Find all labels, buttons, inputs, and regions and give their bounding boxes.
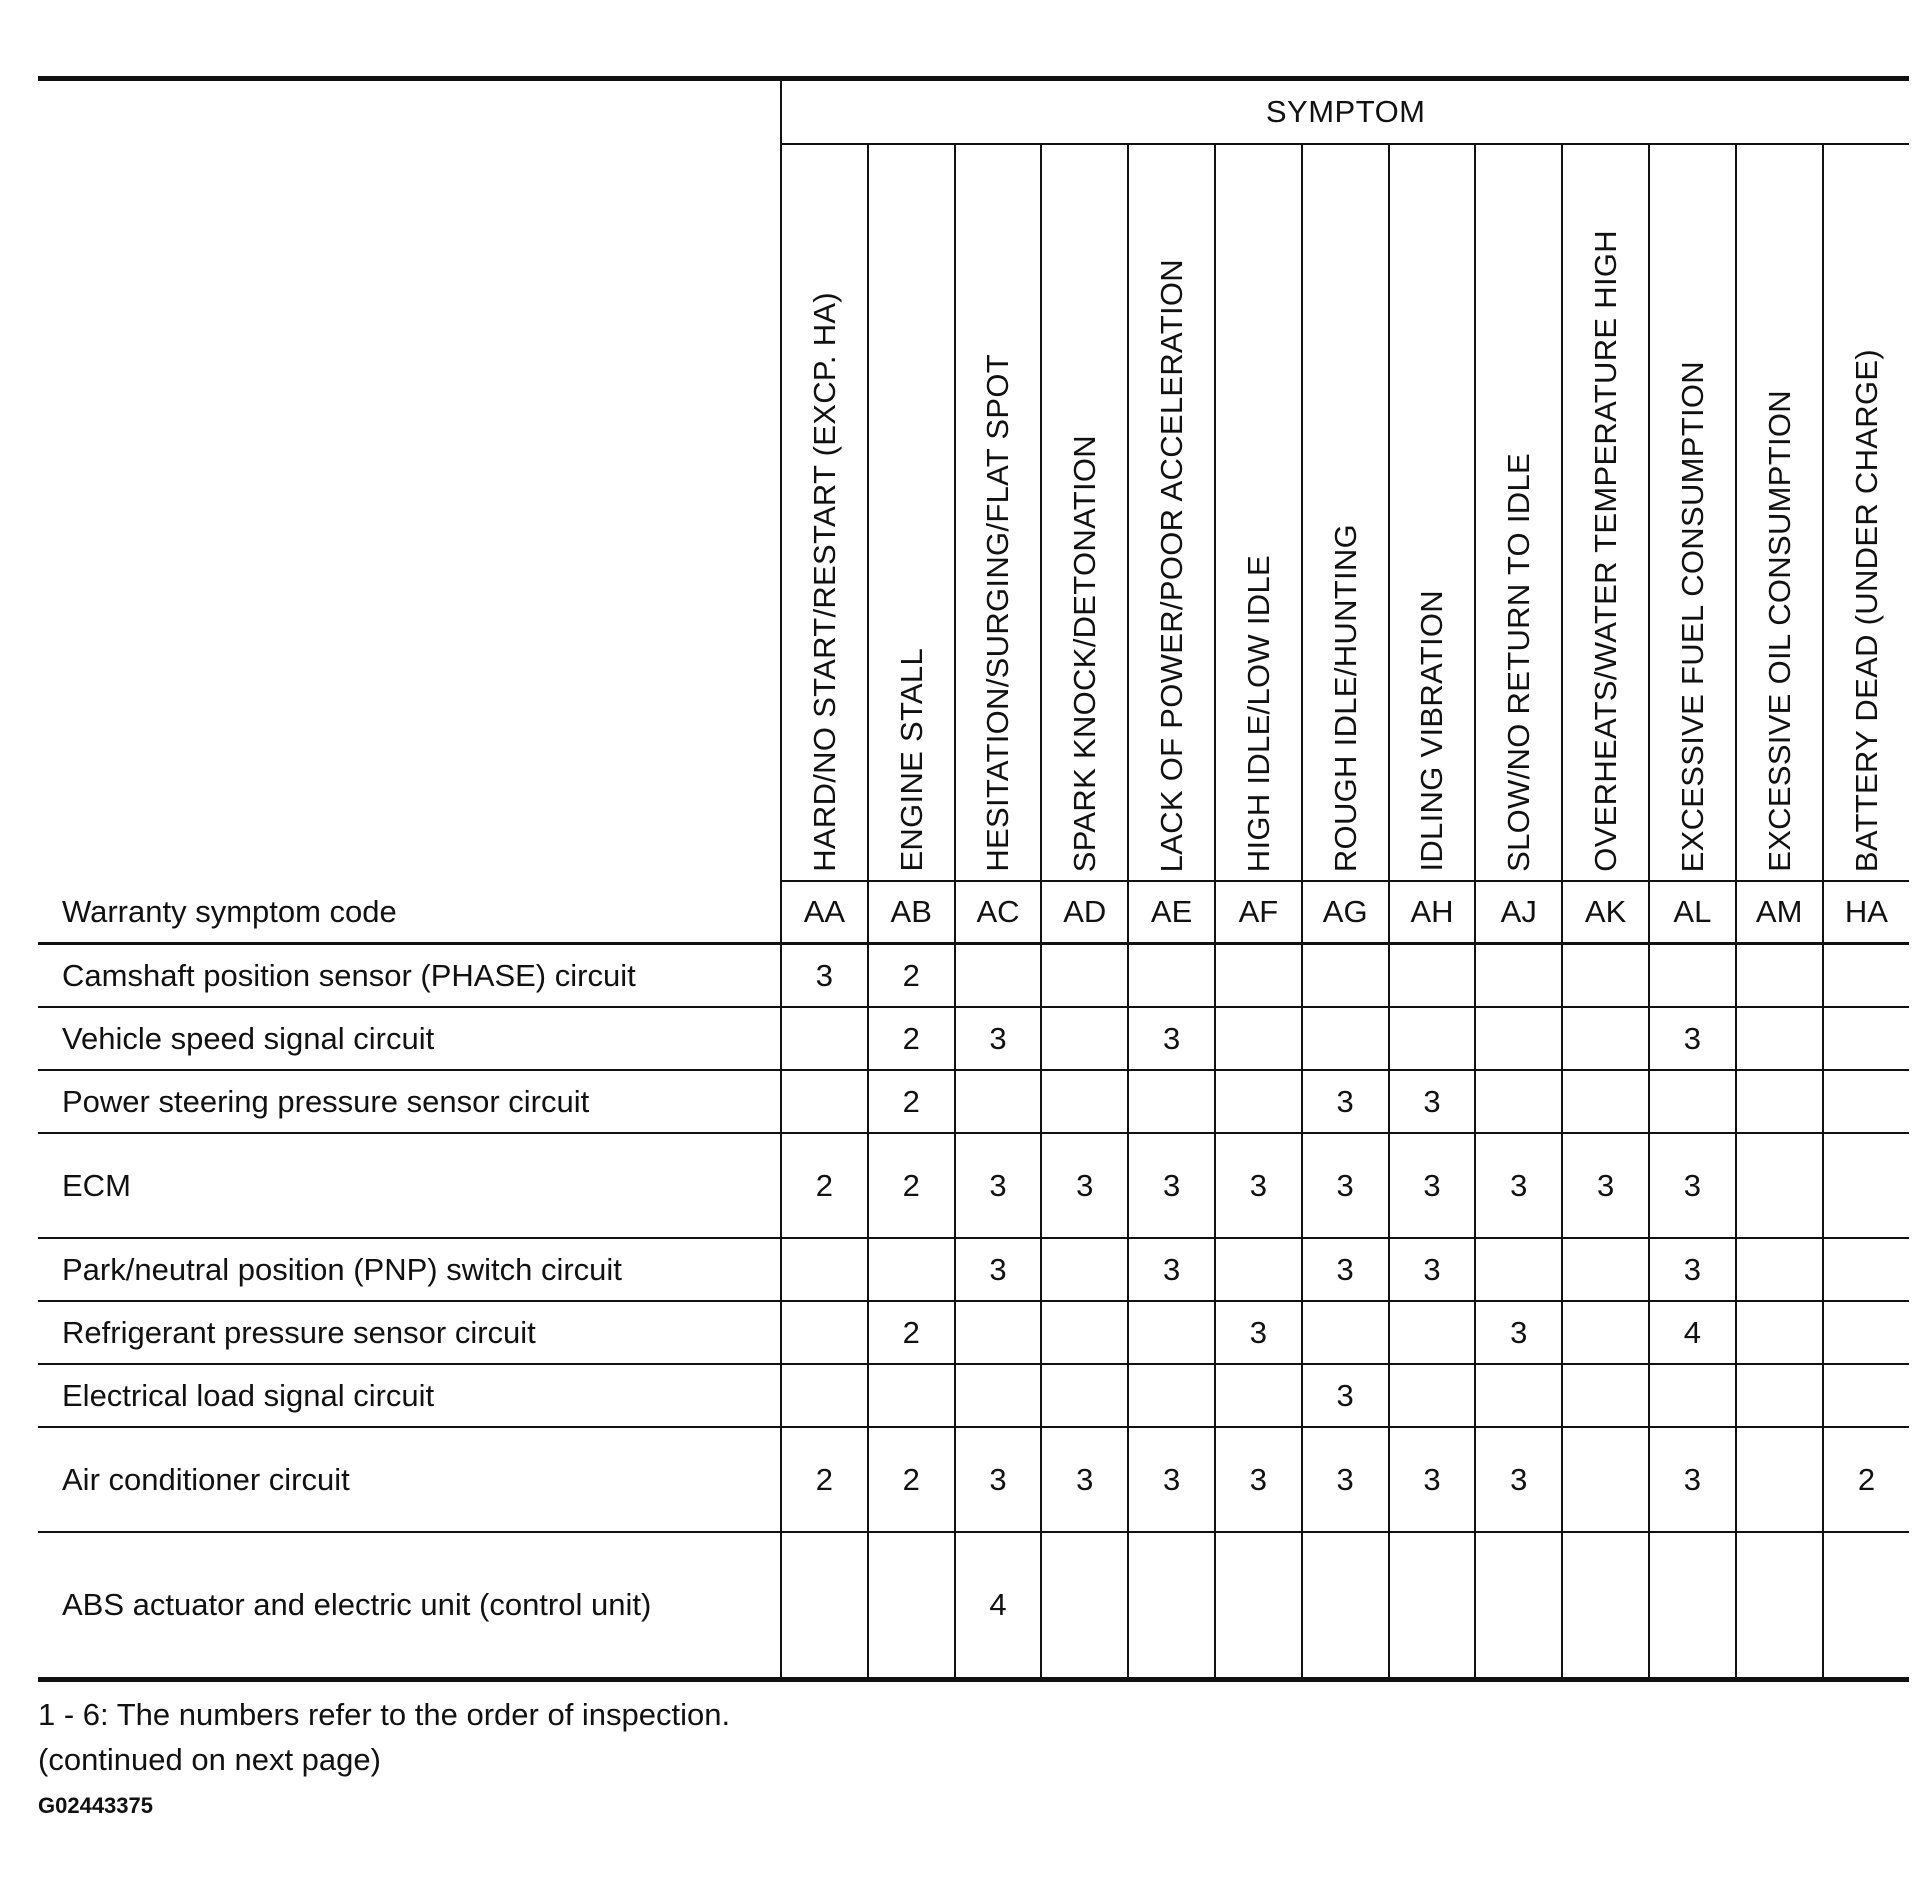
inspection-order-cell: 3 <box>1128 1427 1215 1532</box>
group-header-row <box>38 79 1909 145</box>
inspection-order-cell <box>781 1007 868 1070</box>
row-label: ABS actuator and electric unit (control unit) <box>38 1532 781 1680</box>
footnote-continued: (continued on next page) <box>38 1742 381 1777</box>
symptom-column-header <box>1736 144 1823 881</box>
inspection-order-cell <box>1562 1364 1649 1427</box>
inspection-order-cell <box>1736 1301 1823 1364</box>
symptom-table <box>38 76 1909 1682</box>
inspection-order-cell <box>1649 944 1736 1008</box>
warranty-code-cell: AL <box>1649 881 1736 944</box>
inspection-order-cell: 2 <box>868 944 955 1008</box>
row-label: ECM <box>38 1133 781 1238</box>
inspection-order-cell <box>1215 1238 1302 1301</box>
inspection-order-cell <box>1823 1532 1910 1680</box>
inspection-order-cell <box>1041 944 1128 1008</box>
inspection-order-cell <box>781 1532 868 1680</box>
inspection-order-cell: 2 <box>781 1133 868 1238</box>
inspection-order-cell <box>781 1364 868 1427</box>
inspection-order-cell <box>1302 944 1389 1008</box>
inspection-order-cell: 3 <box>1302 1070 1389 1133</box>
table-row <box>38 1007 1909 1070</box>
inspection-order-cell <box>1389 1301 1476 1364</box>
inspection-order-cell: 4 <box>1649 1301 1736 1364</box>
inspection-order-cell <box>1475 1238 1562 1301</box>
inspection-order-cell <box>955 1301 1042 1364</box>
symptom-column-header <box>1475 144 1562 881</box>
symptom-column-header <box>781 144 868 881</box>
symptom-column-label: SPARK KNOCK/DETONATION <box>1067 434 1103 872</box>
inspection-order-cell <box>1562 1070 1649 1133</box>
table-row <box>38 1133 1909 1238</box>
inspection-order-cell <box>1736 1007 1823 1070</box>
table-body <box>38 881 1909 1680</box>
inspection-order-cell: 3 <box>1302 1427 1389 1532</box>
symptom-column-header <box>1562 144 1649 881</box>
table-row <box>38 944 1909 1008</box>
inspection-order-cell: 2 <box>868 1427 955 1532</box>
symptom-column-label: HIGH IDLE/LOW IDLE <box>1240 554 1276 872</box>
inspection-order-cell <box>1302 1532 1389 1680</box>
symptom-column-label: OVERHEATS/WATER TEMPERATURE HIGH <box>1588 230 1624 872</box>
inspection-order-cell <box>1128 1364 1215 1427</box>
inspection-order-cell: 3 <box>1389 1133 1476 1238</box>
symptom-column-header <box>1128 144 1215 881</box>
inspection-order-cell: 3 <box>1389 1427 1476 1532</box>
inspection-order-cell: 3 <box>955 1133 1042 1238</box>
corner-cell <box>38 79 781 882</box>
symptom-column-label: IDLING VIBRATION <box>1414 590 1450 872</box>
inspection-order-cell: 2 <box>1823 1427 1910 1532</box>
inspection-order-cell <box>1562 944 1649 1008</box>
inspection-order-cell <box>1736 1427 1823 1532</box>
inspection-order-cell <box>1128 1070 1215 1133</box>
inspection-order-cell <box>1823 1007 1910 1070</box>
symptom-column-label: BATTERY DEAD (UNDER CHARGE) <box>1848 348 1884 872</box>
inspection-order-cell <box>781 1238 868 1301</box>
row-label: Refrigerant pressure sensor circuit <box>38 1301 781 1364</box>
inspection-order-cell <box>1736 1364 1823 1427</box>
inspection-order-cell: 3 <box>1649 1133 1736 1238</box>
inspection-order-cell <box>781 1301 868 1364</box>
inspection-order-cell <box>1823 1301 1910 1364</box>
symptom-column-header <box>1823 144 1910 881</box>
inspection-order-cell <box>1128 1301 1215 1364</box>
symptom-column-label: HARD/NO START/RESTART (EXCP. HA) <box>806 292 842 872</box>
inspection-order-cell <box>1041 1070 1128 1133</box>
inspection-order-cell: 4 <box>955 1532 1042 1680</box>
inspection-order-cell <box>1649 1364 1736 1427</box>
inspection-order-cell <box>1475 1007 1562 1070</box>
symptom-column-header <box>1302 144 1389 881</box>
inspection-order-cell <box>1041 1532 1128 1680</box>
inspection-order-cell: 3 <box>955 1238 1042 1301</box>
inspection-order-cell <box>1475 944 1562 1008</box>
inspection-order-cell: 2 <box>781 1427 868 1532</box>
table-row <box>38 1238 1909 1301</box>
symptom-column-header <box>1649 144 1736 881</box>
inspection-order-cell <box>1736 1070 1823 1133</box>
inspection-order-cell: 2 <box>868 1301 955 1364</box>
inspection-order-cell <box>1475 1532 1562 1680</box>
symptom-column-header <box>1389 144 1476 881</box>
inspection-order-cell <box>1215 1070 1302 1133</box>
inspection-order-cell: 3 <box>1475 1133 1562 1238</box>
row-label: Vehicle speed signal circuit <box>38 1007 781 1070</box>
inspection-order-cell <box>1041 1364 1128 1427</box>
symptom-column-label: EXCESSIVE FUEL CONSUMPTION <box>1674 360 1710 872</box>
inspection-order-cell <box>1823 1238 1910 1301</box>
warranty-code-row <box>38 881 1909 944</box>
symptom-column-label: ENGINE STALL <box>893 648 929 872</box>
inspection-order-cell: 3 <box>1562 1133 1649 1238</box>
inspection-order-cell <box>1389 1532 1476 1680</box>
table-row <box>38 1532 1909 1680</box>
inspection-order-cell: 3 <box>1215 1301 1302 1364</box>
warranty-code-cell: HA <box>1823 881 1910 944</box>
inspection-order-cell: 3 <box>1389 1070 1476 1133</box>
inspection-order-cell <box>1128 944 1215 1008</box>
inspection-order-cell <box>955 1364 1042 1427</box>
inspection-order-cell <box>1562 1238 1649 1301</box>
row-label: Air conditioner circuit <box>38 1427 781 1532</box>
warranty-code-cell: AD <box>1041 881 1128 944</box>
inspection-order-cell <box>1823 1070 1910 1133</box>
row-label: Park/neutral position (PNP) switch circuit <box>38 1238 781 1301</box>
warranty-code-cell: AM <box>1736 881 1823 944</box>
symptom-column-label: EXCESSIVE OIL CONSUMPTION <box>1761 390 1797 872</box>
inspection-order-cell <box>1215 1364 1302 1427</box>
inspection-order-cell <box>1736 1238 1823 1301</box>
inspection-order-cell <box>1389 1364 1476 1427</box>
inspection-order-cell <box>1736 1532 1823 1680</box>
inspection-order-cell <box>1562 1301 1649 1364</box>
warranty-code-cell: AH <box>1389 881 1476 944</box>
warranty-code-cell: AA <box>781 881 868 944</box>
inspection-order-cell <box>1302 1007 1389 1070</box>
warranty-code-cell: AF <box>1215 881 1302 944</box>
inspection-order-cell <box>1736 944 1823 1008</box>
inspection-order-cell <box>1302 1301 1389 1364</box>
inspection-order-cell <box>1736 1133 1823 1238</box>
row-label: Camshaft position sensor (PHASE) circuit <box>38 944 781 1008</box>
inspection-order-cell <box>1562 1532 1649 1680</box>
table-row <box>38 1070 1909 1133</box>
inspection-order-cell: 3 <box>1649 1427 1736 1532</box>
inspection-order-cell: 3 <box>955 1427 1042 1532</box>
inspection-order-cell: 3 <box>1649 1238 1736 1301</box>
inspection-order-cell: 3 <box>1389 1238 1476 1301</box>
figure-id: G02443375 <box>38 1793 153 1818</box>
footnote-order: 1 - 6: The numbers refer to the order of inspection. <box>38 1697 731 1732</box>
inspection-order-cell <box>1041 1301 1128 1364</box>
inspection-order-cell: 3 <box>1475 1301 1562 1364</box>
inspection-order-cell: 2 <box>868 1007 955 1070</box>
inspection-order-cell <box>1215 1007 1302 1070</box>
table-row <box>38 1301 1909 1364</box>
inspection-order-cell <box>1041 1007 1128 1070</box>
warranty-code-cell: AB <box>868 881 955 944</box>
inspection-order-cell <box>1562 1007 1649 1070</box>
inspection-order-cell: 3 <box>955 1007 1042 1070</box>
row-label: Power steering pressure sensor circuit <box>38 1070 781 1133</box>
inspection-order-cell <box>1823 1364 1910 1427</box>
symptom-column-header <box>955 144 1042 881</box>
inspection-order-cell: 3 <box>1302 1238 1389 1301</box>
warranty-code-cell: AE <box>1128 881 1215 944</box>
inspection-order-cell: 3 <box>1475 1427 1562 1532</box>
symptom-column-label: ROUGH IDLE/HUNTING <box>1327 523 1363 872</box>
symptom-column-header <box>1215 144 1302 881</box>
warranty-code-cell: AG <box>1302 881 1389 944</box>
inspection-order-cell <box>868 1238 955 1301</box>
symptom-column-header <box>868 144 955 881</box>
inspection-order-cell <box>1475 1070 1562 1133</box>
warranty-code-cell: AJ <box>1475 881 1562 944</box>
inspection-order-cell: 2 <box>868 1070 955 1133</box>
inspection-order-cell: 3 <box>1041 1427 1128 1532</box>
symptom-column-label: SLOW/NO RETURN TO IDLE <box>1501 453 1537 872</box>
inspection-order-cell: 3 <box>781 944 868 1008</box>
inspection-order-cell <box>1649 1532 1736 1680</box>
inspection-order-cell: 2 <box>868 1133 955 1238</box>
inspection-order-cell <box>1475 1364 1562 1427</box>
inspection-order-cell <box>955 944 1042 1008</box>
symptom-column-label: LACK OF POWER/POOR ACCELERATION <box>1154 258 1190 872</box>
inspection-order-cell <box>1562 1427 1649 1532</box>
inspection-order-cell <box>1389 944 1476 1008</box>
table-row <box>38 1364 1909 1427</box>
inspection-order-cell <box>868 1532 955 1680</box>
inspection-order-cell <box>868 1364 955 1427</box>
inspection-order-cell <box>1041 1238 1128 1301</box>
inspection-order-cell: 3 <box>1128 1133 1215 1238</box>
inspection-order-cell: 3 <box>1215 1427 1302 1532</box>
inspection-order-cell <box>955 1070 1042 1133</box>
symptom-column-header <box>1041 144 1128 881</box>
inspection-order-cell <box>1649 1070 1736 1133</box>
inspection-order-cell <box>1823 1133 1910 1238</box>
inspection-order-cell <box>1215 944 1302 1008</box>
inspection-order-cell <box>1389 1007 1476 1070</box>
symptom-group-header: SYMPTOM <box>781 79 1909 145</box>
table-row <box>38 1427 1909 1532</box>
inspection-order-cell <box>1215 1532 1302 1680</box>
warranty-code-label: Warranty symptom code <box>38 881 781 944</box>
inspection-order-cell: 3 <box>1215 1133 1302 1238</box>
inspection-order-cell: 3 <box>1302 1133 1389 1238</box>
inspection-order-cell <box>781 1070 868 1133</box>
inspection-order-cell <box>1823 944 1910 1008</box>
inspection-order-cell: 3 <box>1041 1133 1128 1238</box>
inspection-order-cell: 3 <box>1302 1364 1389 1427</box>
inspection-order-cell: 3 <box>1128 1238 1215 1301</box>
inspection-order-cell: 3 <box>1649 1007 1736 1070</box>
warranty-code-cell: AK <box>1562 881 1649 944</box>
inspection-order-cell: 3 <box>1128 1007 1215 1070</box>
symptom-column-label: HESITATION/SURGING/FLAT SPOT <box>980 354 1016 872</box>
inspection-order-cell <box>1128 1532 1215 1680</box>
row-label: Electrical load signal circuit <box>38 1364 781 1427</box>
warranty-code-cell: AC <box>955 881 1042 944</box>
